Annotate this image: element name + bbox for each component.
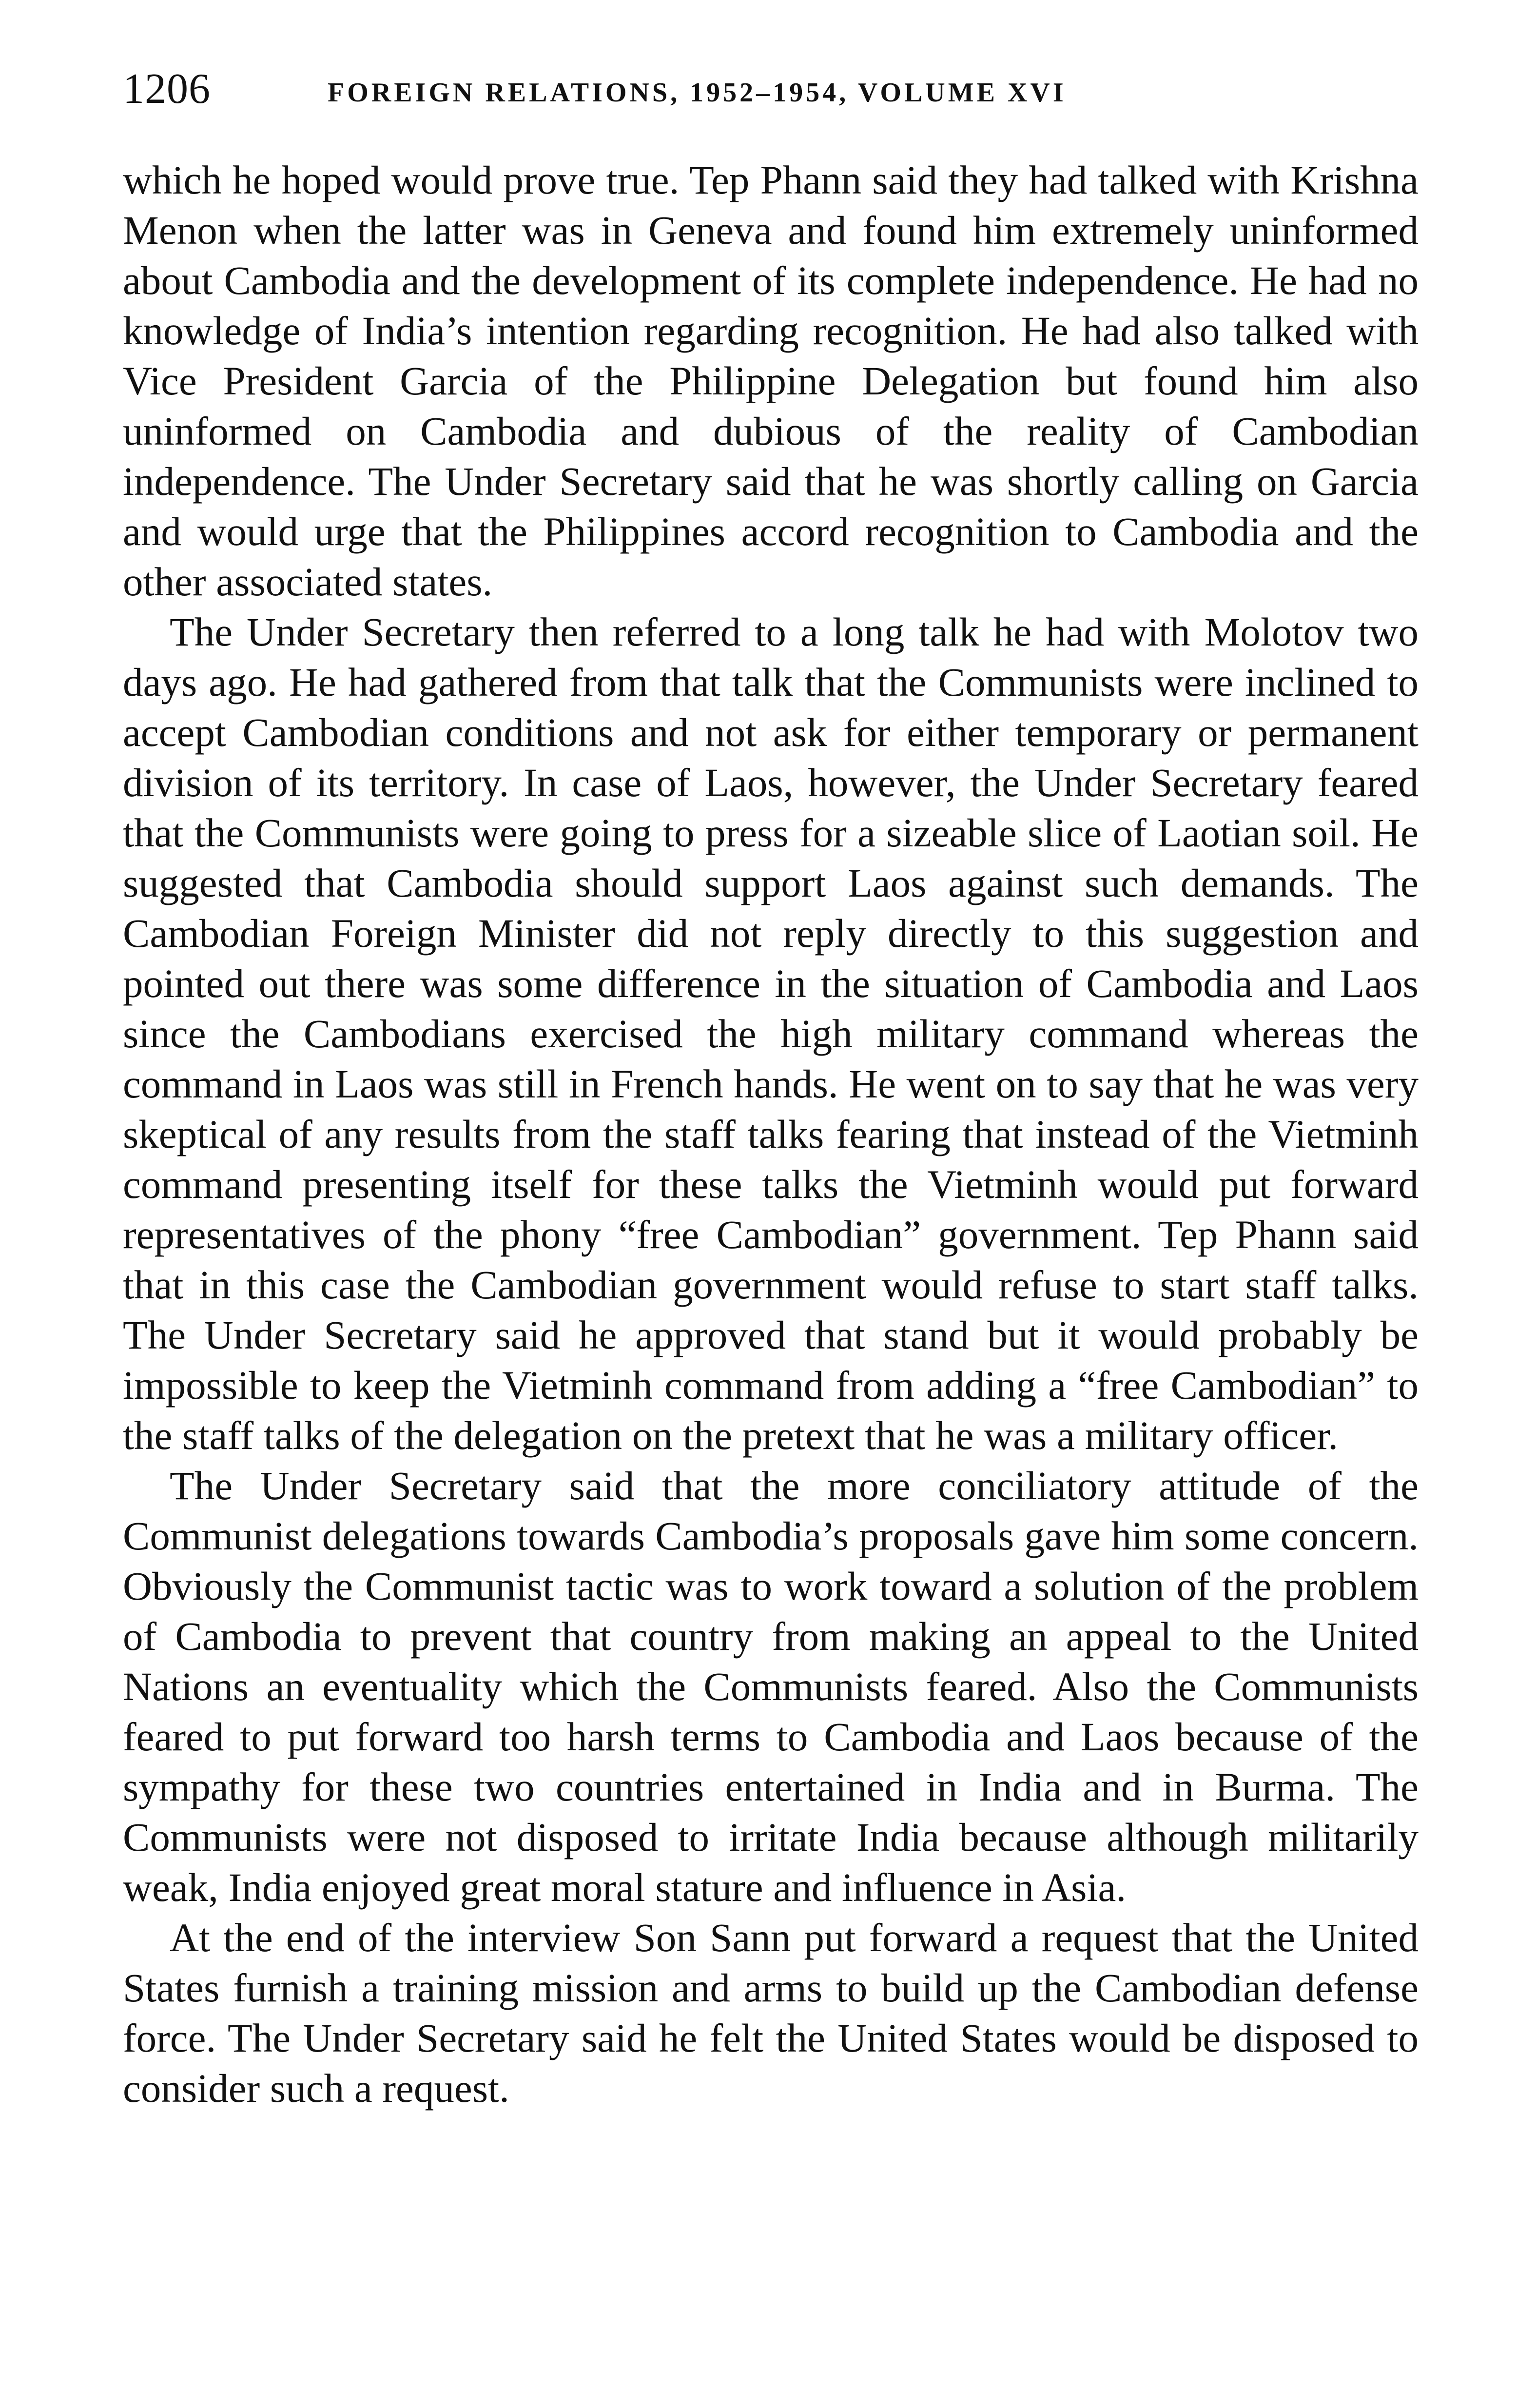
paragraph: The Under Secretary said that the more conciliatory attitude of the Communist delegations towards Cambodia’s proposals gave him some concern. Obviously the Communist tactic was to work toward a solution of the problem of Cambodia to prevent that country from making an appeal to the United Nations an eventuality which the Communists feared. Also the Communists feared to put forward too harsh terms to Cambodia and Laos because of the sympathy for these two countries entertained in India and in Burma. The Communists were not disposed to irritate India because although militarily weak, India enjoyed great moral stature and influence in Asia. bbox=[123, 1463, 1419, 1910]
page-header bbox=[123, 62, 1419, 126]
paragraph-continued: which he hoped would prove true. Tep Phann said they had talked with Krishna Menon when the latter was in Geneva and found him extremely uninformed about Cambodia and the development of its complete independence. He had no knowledge of India’s intention regarding recognition. He had also talked with Vice President Garcia of the Philippine Delegation but found him also uninformed on Cambodia and dubious of the reality of Cambodian independence. The Under Secretary said that he was shortly calling on Garcia and would urge that the Philippines accord recognition to Cambodia and the other associated states. bbox=[123, 157, 1419, 604]
paragraph: The Under Secretary then referred to a long talk he had with Molotov two days ago. He had gathered from that talk that the Communists were inclined to accept Cambodian conditions and not ask for either temporary or permanent division of its territory. In case of Laos, however, the Under Secretary feared that the Communists were going to press for a sizeable slice of Laotian soil. He suggested that Cambodia should support Laos against such demands. The Cambodian Foreign Minister did not reply directly to this suggestion and pointed out there was some difference in the situation of Cambodia and Laos since the Cambodians exercised the high military command whereas the command in Laos was still in French hands. He went on to say that he was very skeptical of any results from the staff talks fearing that instead of the Vietminh command presenting itself for these talks the Vietminh would put forward representatives of the phony “free Cambodian” government. Tep Phann said that in this case the Cambodian government would refuse to start staff talks. The Under Secretary said he approved that stand but it would probably be impossible to keep the Vietminh command from adding a “free Cambodian” to the staff talks of the delegation on the pretext that he was a military officer. bbox=[123, 609, 1419, 1458]
running-title: FOREIGN RELATIONS, 1952–1954, VOLUME XVI bbox=[328, 78, 1067, 108]
body-text bbox=[123, 155, 1419, 2114]
paragraph: At the end of the interview Son Sann put forward a request that the United States furnish a training mission and arms to build up the Cambodian defense force. The Under Secretary said he felt the United States would be disposed to consider such a request. bbox=[123, 1915, 1419, 2111]
page-number: 1206 bbox=[123, 65, 211, 113]
